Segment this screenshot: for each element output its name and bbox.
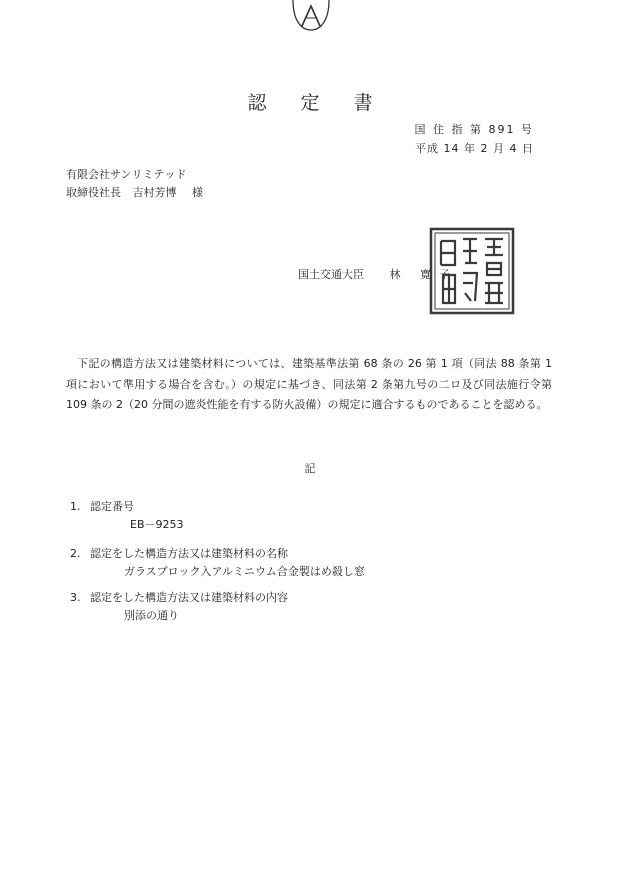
issuer-title: 国土交通大臣 [298, 268, 364, 281]
item-product-name [70, 545, 288, 561]
recipient-representative [66, 184, 203, 200]
recipient-title: 取締役社長 [66, 186, 121, 199]
recipient-name: 吉村芳博 [132, 186, 177, 199]
government-emblem-icon [289, 0, 333, 34]
item-number: 1. [70, 500, 81, 513]
item-value-product-name: ガラスブロック入アルミニウム合金製はめ殺し窓 [124, 565, 365, 578]
item-value-content: 別添の通り [124, 609, 179, 622]
recipient-honorific: 様 [192, 186, 203, 199]
issuer-name: 林 寛子 [389, 268, 458, 281]
body-section [66, 354, 552, 416]
recipient-company: 有限会社サンリミテッド [66, 168, 187, 181]
item-label: 認定をした構造方法又は建築材料の内容 [90, 591, 288, 604]
document-number: 国 住 指 第 891 号 [414, 123, 534, 136]
ki-heading: 記 [304, 462, 316, 475]
item-content [70, 589, 288, 605]
body-paragraph: 下記の構造方法又は建築材料については、建築基準法第 68 条の 26 第 1 項（同法 88 条第 1 項において準用する場合を含む。）の規定に基づき、同法第 2 条第九号の二ロ及び同法施行令第 109 条の 2（20 分間の遮炎性能を有する防火設備）の規定に適合するものであることを認める。 [66, 357, 552, 411]
official-seal-icon [429, 227, 515, 315]
item-number: 3. [70, 591, 81, 604]
item-label: 認定をした構造方法又は建築材料の名称 [90, 547, 288, 560]
issue-date: 平成 14 年 2 月 4 日 [415, 142, 534, 155]
item-number: 2. [70, 547, 81, 560]
item-certification-number [70, 498, 134, 514]
document-title: 認 定 書 [247, 92, 387, 114]
item-value-certification-number: EB－9253 [130, 518, 184, 531]
item-label: 認定番号 [90, 500, 134, 513]
